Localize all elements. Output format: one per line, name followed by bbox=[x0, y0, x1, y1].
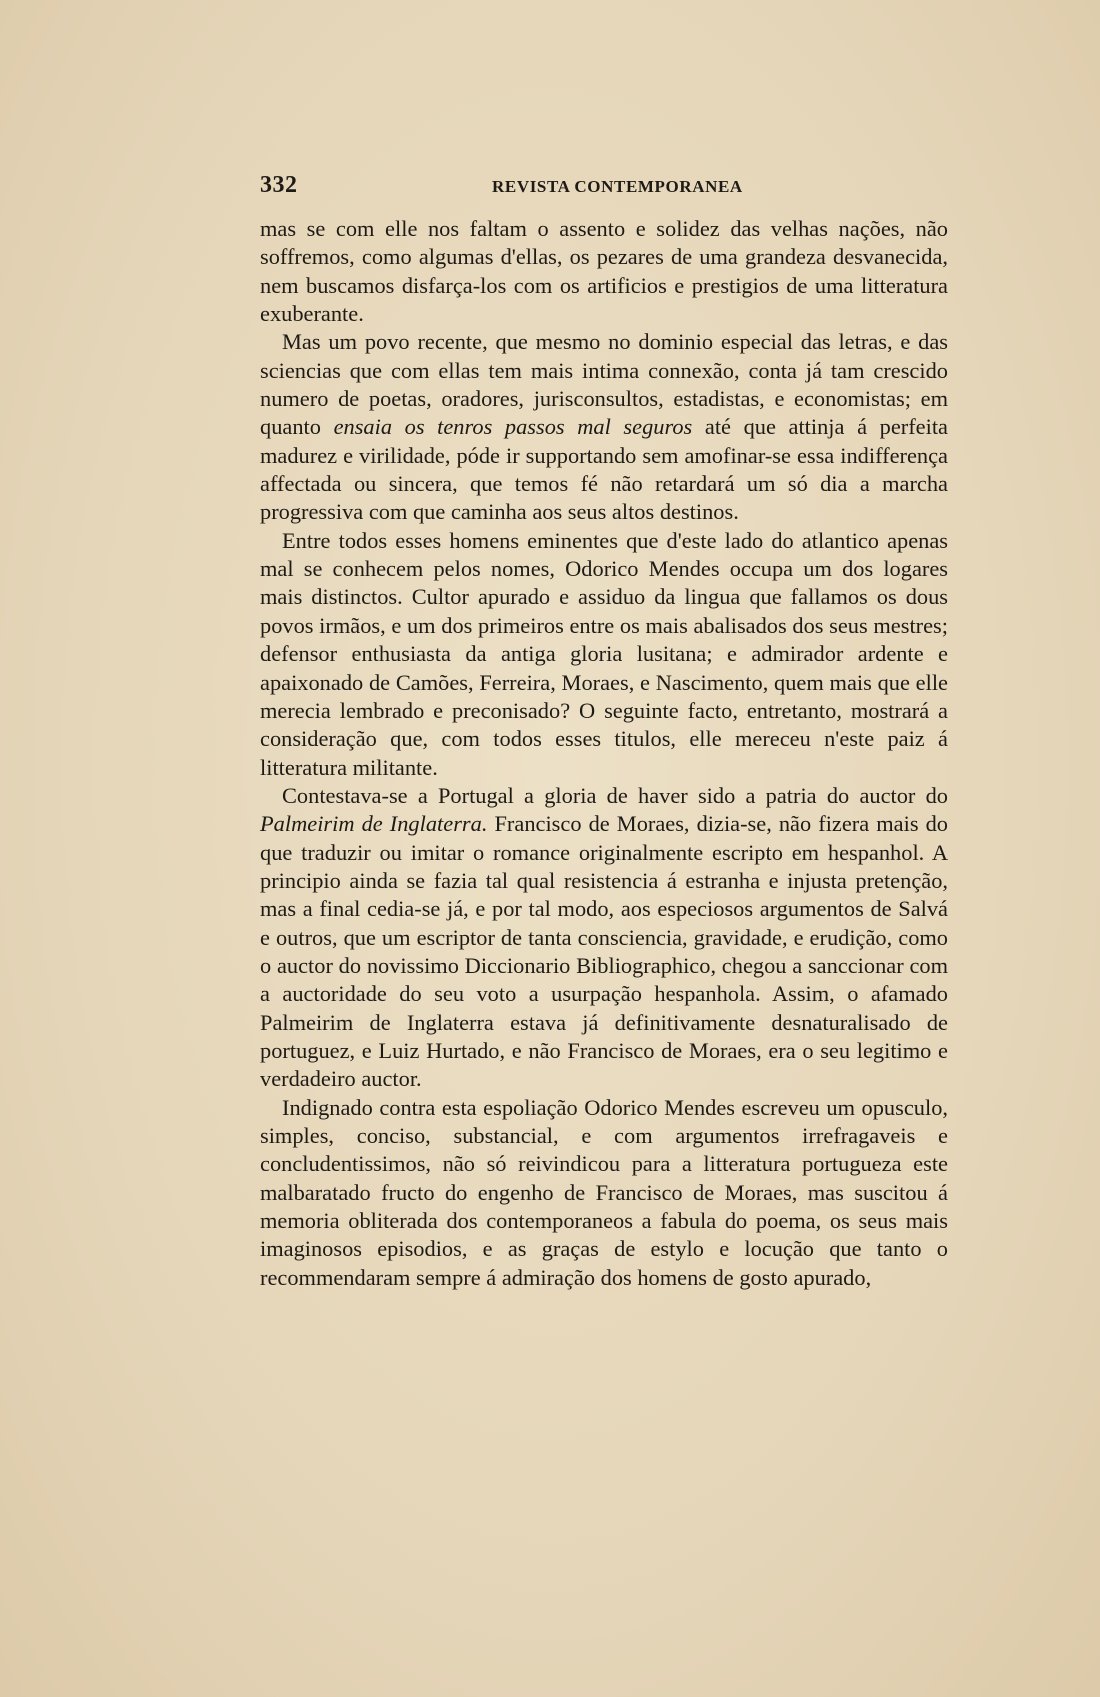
page-number: 332 bbox=[260, 172, 298, 198]
paragraph-2-italic-phrase: ensaia os tenros passos mal seguros bbox=[333, 414, 693, 440]
running-title: REVISTA CONTEMPORANEA bbox=[492, 177, 743, 196]
page-header bbox=[260, 172, 948, 200]
paragraph-5: Indignado contra esta espoliação Odorico Mendes escreveu um opusculo, simples, conciso, substancial, e com argumentos irrefragaveis e concludentissimos, não só reivindicou para a litteratura portugueza este malbaratado fructo do engenho de Francisco de Moraes, mas suscitou á memoria obliterada dos contemporaneos a fabula do poema, os seus mais imaginosos episodios, e as graças de estylo e locução que tanto o recommendaram sempre á admiração dos homens de gosto apurado, bbox=[260, 1094, 948, 1290]
paragraph-4-text-after: Francisco de Moraes, dizia-se, não fizera mais do que traduzir ou imitar o romance originalmente escripto em hespanhol. A principio ainda se fazia tal qual resistencia á estranha e injusta pretenção, mas a final cedia-se já, e por tal modo, aos especiosos argumentos de Salvá e outros, que um escriptor de tanta consciencia, gravidade, e erudição, como o auctor do novissimo Diccionario Bibliographico, chegou a sanccionar com a auctoridade do seu voto a usurpação hespanhola. Assim, o afamado Palmeirim de Inglaterra estava já definitivamente desnaturalisado de portuguez, e Luiz Hurtado, e não Francisco de Moraes, era o seu legitimo e verdadeiro auctor. bbox=[260, 811, 948, 1092]
paragraph-2-text-before: Mas um povo recente, que mesmo no dominio especial das letras, e das sciencias que com ellas tem mais intima connexão, conta já tam crescido numero de poetas, oradores, jurisconsultos, estadistas, e economistas; em quanto bbox=[260, 329, 948, 440]
paragraph-3: Entre todos esses homens eminentes que d'este lado do atlantico apenas mal se conhecem pelos nomes, Odorico Mendes occupa um dos logares mais distinctos. Cultor apurado e assiduo da lingua que fallamos os dous povos irmãos, e um dos primeiros entre os mais abalisados dos seus mestres; defensor enthusiasta da antiga gloria lusitana; e admirador ardente e apaixonado de Camões, Ferreira, Moraes, e Nascimento, quem mais que elle merecia lembrado e preconisado? O seguinte facto, entretanto, mostrará a consideração que, com todos esses titulos, elle mereceu n'este paiz á litteratura militante. bbox=[260, 527, 948, 780]
body-text bbox=[260, 215, 948, 1292]
paragraph-4-text-before: Contestava-se a Portugal a gloria de haver sido a patria do auctor do bbox=[282, 782, 948, 808]
paragraph-2 bbox=[260, 328, 948, 526]
paragraph-1: mas se com elle nos faltam o assento e solidez das velhas nações, não soffremos, como algumas d'ellas, os pezares de uma grandeza desvanecida, nem buscamos disfarça-los com os artificios e prestigios de uma litteratura exuberante. bbox=[260, 216, 948, 327]
paragraph-2-text-after: até que attinja á perfeita madurez e virilidade, póde ir supportando sem amofinar-se essa indifferença affectada ou sincera, que temos fé não retardará um só dia a marcha progressiva com que caminha aos seus altos destinos. bbox=[260, 414, 948, 525]
paragraph-4-italic-title: Palmeirim de Inglaterra. bbox=[260, 811, 488, 837]
paragraph-4 bbox=[260, 782, 948, 1094]
